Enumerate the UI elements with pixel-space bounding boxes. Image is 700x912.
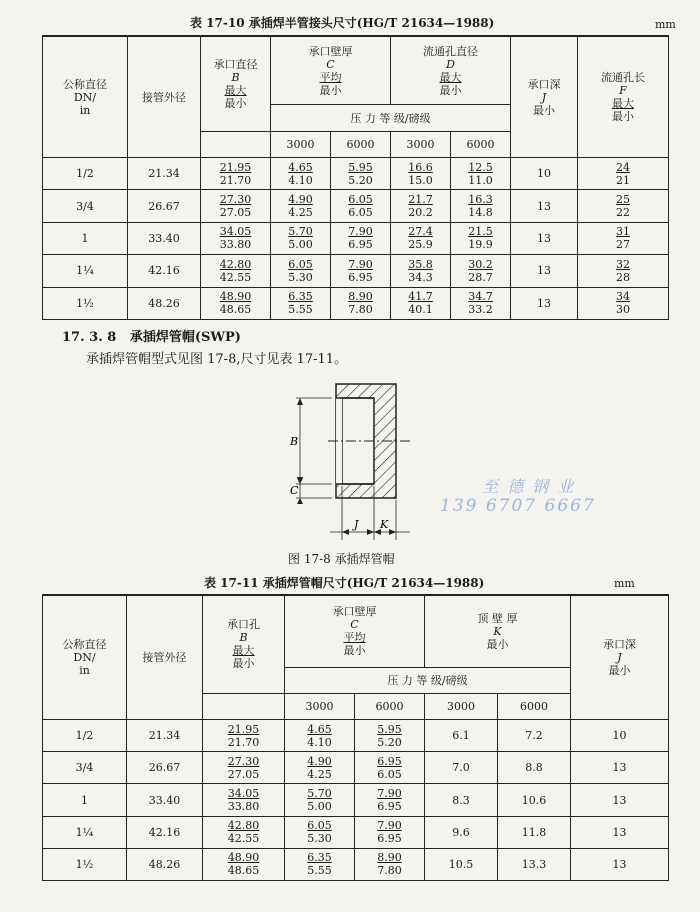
d3000-cell: $\frac{27.4}{25.9}$ [391,222,451,254]
t1-h-b: 承口直径 B $\frac{\text{最大}}{\text{最小}}$ [201,36,271,131]
table2-caption: 表 17-11 承插焊管帽尺寸(HG/T 21634—1988) [204,576,485,590]
k3000-cell: 10.5 [425,848,498,880]
t2-h-class: 6000 [355,693,425,719]
t1-h-class: 6000 [451,131,511,157]
b-cell: $\frac{27.30}{27.05}$ [203,752,285,784]
k3000-cell: 7.0 [425,752,498,784]
c3000-cell: $\frac{5.70}{5.00}$ [285,784,355,816]
j-cell: 10 [511,158,578,190]
d3000-cell: $\frac{41.7}{40.1}$ [391,287,451,319]
k6000-cell: 10.6 [498,784,571,816]
c3000-cell: $\frac{6.35}{5.55}$ [285,848,355,880]
od-cell: 26.67 [128,190,201,222]
c6000-cell: $\frac{6.95}{6.05}$ [355,752,425,784]
t1-h-dn: 公称直径 DN/ in [43,36,128,158]
table-row [43,190,669,222]
dn-cell: 1½ [43,287,128,319]
t1-h-od: 接管外径 [128,36,201,158]
table-row [43,255,669,287]
t1-h-f: 流通孔长 F $\frac{\text{最大}}{\text{最小}}$ [578,36,669,158]
k6000-cell: 11.8 [498,816,571,848]
b-cell: $\frac{42.80}{42.55}$ [203,816,285,848]
j-cell: 13 [571,784,669,816]
d3000-cell: $\frac{21.7}{20.2}$ [391,190,451,222]
f-cell: $\frac{25}{22}$ [578,190,669,222]
table1-unit: mm [655,18,676,31]
dn-cell: 1/2 [43,158,128,190]
t2-h-blank [203,693,285,719]
c3000-cell: $\frac{5.70}{5.00}$ [271,222,331,254]
b-cell: $\frac{34.05}{33.80}$ [201,222,271,254]
figure-17-8 [270,372,610,542]
table2-unit: mm [614,577,635,590]
f-cell: $\frac{31}{27}$ [578,222,669,254]
t1-h-d: 流通孔直径 D $\frac{\text{最大}}{\text{最小}}$ [391,36,511,105]
dim-c-label: C [290,484,299,497]
c3000-cell: $\frac{6.05}{5.30}$ [271,255,331,287]
b-cell: $\frac{21.95}{21.70}$ [203,720,285,752]
od-cell: 21.34 [128,158,201,190]
j-cell: 13 [571,848,669,880]
t2-h-class: 3000 [285,693,355,719]
dim-b-label: B [290,435,299,448]
c3000-cell: $\frac{4.65}{4.10}$ [285,720,355,752]
t1-h-class: 3000 [271,131,331,157]
b-cell: $\frac{27.30}{27.05}$ [201,190,271,222]
table2 [42,594,669,881]
section-heading: 17. 3. 8 承插焊管帽(SWP) [62,330,241,345]
t1-h-class: 6000 [331,131,391,157]
d6000-cell: $\frac{16.3}{14.8}$ [451,190,511,222]
b-cell: $\frac{34.05}{33.80}$ [203,784,285,816]
od-cell: 48.26 [128,287,201,319]
f-cell: $\frac{34}{30}$ [578,287,669,319]
dim-k-label: K [380,518,389,531]
t2-h-b: 承口孔 B $\frac{\text{最大}}{\text{最小}}$ [203,595,285,693]
d6000-cell: $\frac{34.7}{33.2}$ [451,287,511,319]
c3000-cell: $\frac{4.90}{4.25}$ [271,190,331,222]
j-cell: 13 [571,816,669,848]
table-row [43,816,669,848]
c6000-cell: $\frac{5.95}{5.20}$ [331,158,391,190]
k3000-cell: 9.6 [425,816,498,848]
f-cell: $\frac{32}{28}$ [578,255,669,287]
watermark-name: 至 德 钢 业 [482,477,576,496]
c6000-cell: $\frac{6.05}{6.05}$ [331,190,391,222]
od-cell: 33.40 [128,222,201,254]
c6000-cell: $\frac{7.90}{6.95}$ [331,222,391,254]
t1-h-c: 承口壁厚 C $\frac{\text{平均}}{\text{最小}}$ [271,36,391,105]
table1 [42,35,669,320]
table-row [43,752,669,784]
section-text: 承插焊管帽型式见图 17-8,尺寸见表 17-11。 [86,352,348,367]
dn-cell: 1 [43,784,127,816]
dn-cell: 1¼ [43,816,127,848]
j-cell: 13 [511,190,578,222]
table-row [43,848,669,880]
table-row [43,720,669,752]
figure-caption: 图 17-8 承插焊管帽 [288,552,395,566]
c6000-cell: $\frac{8.90}{7.80}$ [355,848,425,880]
table-row [43,784,669,816]
table1-caption: 表 17-10 承插焊半管接头尺寸(HG/T 21634—1988) [190,16,495,30]
f-cell: $\frac{24}{21}$ [578,158,669,190]
b-cell: $\frac{21.95}{21.70}$ [201,158,271,190]
table-row [43,287,669,319]
d3000-cell: $\frac{35.8}{34.3}$ [391,255,451,287]
k6000-cell: 8.8 [498,752,571,784]
d6000-cell: $\frac{21.5}{19.9}$ [451,222,511,254]
dn-cell: 1/2 [43,720,127,752]
k3000-cell: 6.1 [425,720,498,752]
b-cell: $\frac{42.80}{42.55}$ [201,255,271,287]
od-cell: 42.16 [127,816,203,848]
dn-cell: 3/4 [43,752,127,784]
t2-h-od: 接管外径 [127,595,203,720]
t2-h-k: 顶 壁 厚 K 最小 [425,595,571,667]
c3000-cell: $\frac{4.90}{4.25}$ [285,752,355,784]
c3000-cell: $\frac{4.65}{4.10}$ [271,158,331,190]
t2-h-pressure: 压 力 等 级/磅级 [285,667,571,693]
t2-h-j: 承口深 J 最小 [571,595,669,720]
c6000-cell: $\frac{7.90}{6.95}$ [331,255,391,287]
c6000-cell: $\frac{5.95}{5.20}$ [355,720,425,752]
dn-cell: 1½ [43,848,127,880]
t1-h-class: 3000 [391,131,451,157]
od-cell: 42.16 [128,255,201,287]
j-cell: 13 [511,287,578,319]
t2-h-dn: 公称直径 DN/ in [43,595,127,720]
t1-h-pressure: 压 力 等 级/磅级 [271,105,511,131]
od-cell: 26.67 [127,752,203,784]
dn-cell: 1¼ [43,255,128,287]
table-row [43,222,669,254]
od-cell: 48.26 [127,848,203,880]
k3000-cell: 8.3 [425,784,498,816]
d3000-cell: $\frac{16.6}{15.0}$ [391,158,451,190]
dim-j-label: J [354,518,359,531]
k6000-cell: 13.3 [498,848,571,880]
j-cell: 13 [571,752,669,784]
watermark-phone: 139 6707 6667 [440,496,596,516]
d6000-cell: $\frac{30.2}{28.7}$ [451,255,511,287]
t2-h-c: 承口壁厚 C $\frac{\text{平均}}{\text{最小}}$ [285,595,425,667]
c3000-cell: $\frac{6.35}{5.55}$ [271,287,331,319]
j-cell: 13 [511,222,578,254]
c3000-cell: $\frac{6.05}{5.30}$ [285,816,355,848]
od-cell: 21.34 [127,720,203,752]
table-row [43,158,669,190]
c6000-cell: $\frac{8.90}{7.80}$ [331,287,391,319]
c6000-cell: $\frac{7.90}{6.95}$ [355,816,425,848]
dn-cell: 3/4 [43,190,128,222]
t1-h-blank [201,131,271,157]
od-cell: 33.40 [127,784,203,816]
t2-h-class: 6000 [498,693,571,719]
dn-cell: 1 [43,222,128,254]
c6000-cell: $\frac{7.90}{6.95}$ [355,784,425,816]
j-cell: 13 [511,255,578,287]
t1-h-j: 承口深 J 最小 [511,36,578,158]
k6000-cell: 7.2 [498,720,571,752]
t2-h-class: 3000 [425,693,498,719]
b-cell: $\frac{48.90}{48.65}$ [203,848,285,880]
d6000-cell: $\frac{12.5}{11.0}$ [451,158,511,190]
j-cell: 10 [571,720,669,752]
b-cell: $\frac{48.90}{48.65}$ [201,287,271,319]
